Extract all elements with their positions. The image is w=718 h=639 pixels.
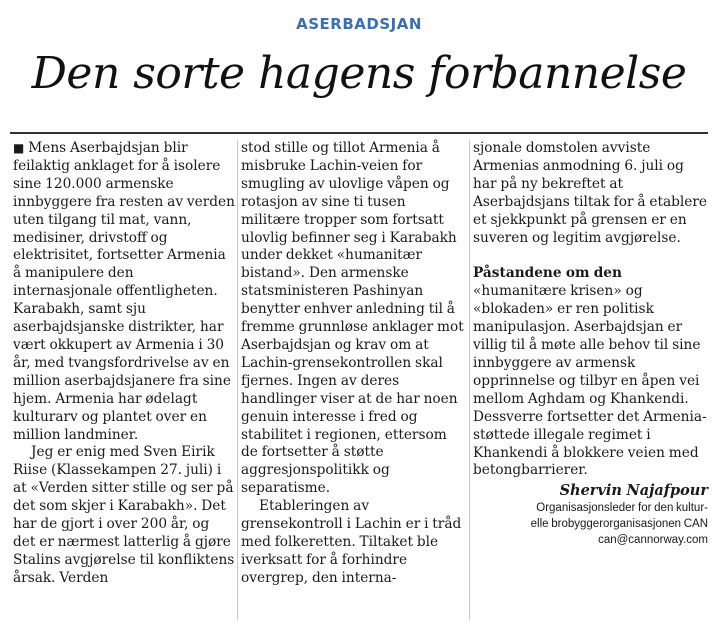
body-paragraph: «humanitære krisen» og «blokaden» er ren politisk manipulasjon. Aserbajdsjan er villig til å møte alle behov til sine innbyggere av armensk opprinnelse og tilbyr en åpen vei mellom Aghdam og Khankendi. Dessverre fortsetter det Armenia-støttede illegale regimet i Khankendi å blokkere veien med betongbarrierer. — [473, 283, 707, 479]
column-3 — [473, 140, 708, 548]
body-paragraph: sjonale domstolen avviste Armenias anmodning 6. juli og har på ny bekreftet at Aserbajdsjans tiltak for å etablere et sjekkpunkt på grensen er en suveren og legitim avgjørelse. — [473, 140, 708, 246]
column-divider — [469, 140, 470, 620]
section-label: ASERBADSJAN — [296, 15, 422, 33]
author-name: Shervin Najafpour — [559, 482, 708, 500]
bullet-square-icon: ■ — [13, 141, 25, 155]
column-1 — [13, 140, 235, 588]
body-paragraph: stod stille og tillot Armenia å misbruke Lachin-veien for smugling av ulovlige våpen og rotasjon av sine ti tusen militære tropper som fortsatt ulovlig befinner seg i Karabakh under dekket «humanitær bistand». Den armenske statsministeren Pashinyan benytter enhver anledning til å fremme grunnløse anklager mot Aserbajdsjan og krav om at Lachin-grensekontrollen skal fjernes. Ingen av deres handlinger viser at de har noen genuin interesse i fred og stabilitet i regionen, ettersom de fortsetter å støtte aggresjonspolitikk og separatisme. — [241, 140, 464, 497]
lead-paragraph — [13, 140, 235, 444]
body-paragraph: Jeg er enig med Sven Eirik Riise (Klassekampen 27. juli) i at «Verden sitter stille og ser på det som skjer i Karabakh». Det har de gjort i over 200 år, og det er nærmest latterlig å gjøre Stalins avgjørelse til konfliktens årsak. Verden — [13, 444, 235, 586]
author-title: Organisasjonsleder for den kultur- — [536, 502, 708, 515]
column-2 — [241, 140, 467, 588]
column-divider — [237, 140, 238, 620]
author-title: elle brobyggerorganisasjonen CAN — [530, 518, 708, 531]
headline-rule — [10, 132, 708, 134]
subheading: Påstandene om den — [473, 265, 622, 282]
lead-text: Mens Aserbajdsjan blir feilaktig anklaget for å isolere sine 120.000 armenske innbyggere fra resten av verden uten tilgang til mat, vann, medisiner, drivstoff og elektrisitet, fortsetter Armenia å manipulere den internasjonale offentligheten. Karabakh, samt sju aserbajdsjanske distrikter, har vært okkupert av Armenia i 30 år, med tvangsfordrivelse av en million aserbajdsjanere fra sine hjem. Armenia har ødelagt kulturarv og plantet over en million landminer. — [13, 140, 235, 443]
headline: Den sorte hagens forbannelse — [31, 48, 687, 99]
body-paragraph: Etableringen av grensekontroll i Lachin er i tråd med folkeretten. Tiltaket ble iverksatt for å forhindre overgrep, den interna- — [241, 498, 462, 586]
author-email: can@cannorway.com — [598, 534, 708, 547]
